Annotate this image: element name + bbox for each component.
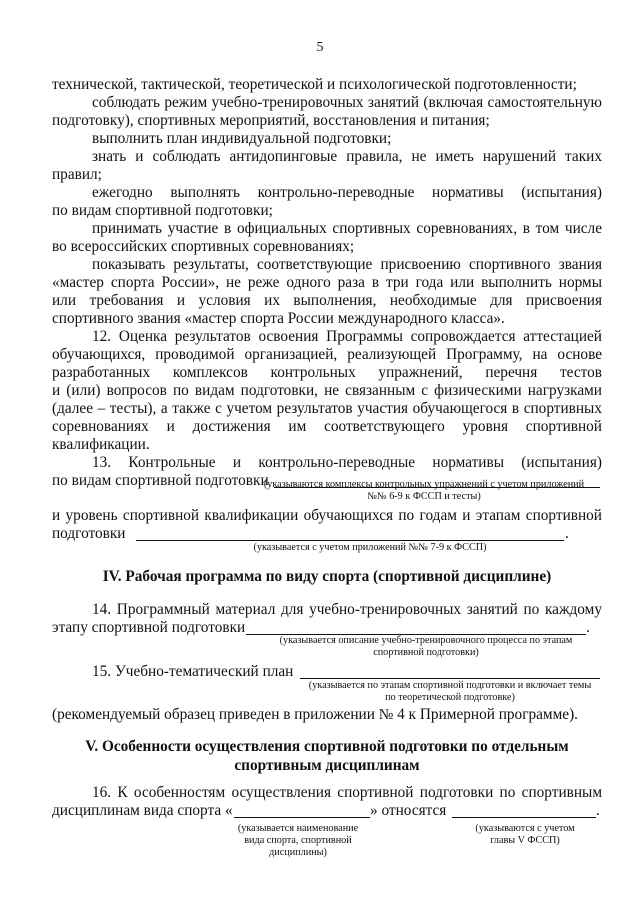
caption: главы V ФССП): [490, 835, 560, 846]
section-heading: спортивным дисциплинам: [234, 757, 420, 774]
text-line: этапу спортивной подготовки: [52, 619, 246, 636]
caption: (указываются комплексы контрольных упражнений с учетом приложений: [263, 479, 585, 490]
section-heading: V. Особенности осуществления спортивной подготовки по отдельным: [85, 738, 569, 755]
line-period: .: [596, 802, 600, 819]
fill-in-line: [234, 817, 370, 818]
caption: (указываются с учетом: [475, 823, 575, 834]
page-number: 5: [316, 40, 324, 55]
text-line: выполнить план индивидуальной подготовки;: [92, 130, 392, 147]
caption: спортивной подготовки): [373, 647, 479, 658]
caption: дисциплины): [269, 847, 327, 858]
text-line: дисциплинам вида спорта «: [52, 802, 233, 819]
text-line: соблюдать режим учебно-тренировочных занятий (включая самостоятельную: [92, 94, 602, 111]
text-line: и (или) вопросов по видам подготовки, не связанным с физическими нагрузками: [52, 382, 602, 399]
line-period: .: [565, 525, 569, 542]
text-line: знать и соблюдать антидопинговые правила, не иметь нарушений таких: [92, 148, 602, 165]
text-line: по видам спортивной подготовки: [52, 472, 269, 489]
text-line: ежегодно выполнять контрольно-переводные нормативы (испытания): [92, 184, 602, 201]
text-line: 15. Учебно-тематический план: [92, 663, 294, 680]
section-heading: IV. Рабочая программа по виду спорта (спортивной дисциплине): [102, 568, 552, 585]
text-line: подготовки: [52, 525, 126, 542]
text-line: показывать результаты, соответствующие присвоению спортивного звания: [92, 256, 602, 273]
text-line: правил;: [52, 166, 102, 183]
text-line: технической, тактической, теоретической и психологической подготовленности;: [52, 76, 577, 93]
text-line: 12. Оценка результатов освоения Программы сопровождается аттестацией: [92, 328, 602, 345]
text-line: (далее – тесты), а также с учетом результатов участия обучающегося в спортивных: [52, 400, 602, 417]
text-line: соревнованиях и достижения им соответствующего уровня спортивной: [52, 418, 602, 435]
caption: №№ 6-9 к ФССП и тесты): [367, 491, 481, 502]
caption: (указывается наименование: [237, 823, 359, 834]
caption: по теоретической подготовке): [385, 692, 515, 703]
text-line: «мастер спорта России», не реже одного раза в три года или выполнить нормы: [52, 274, 602, 291]
text-line: и уровень спортивной квалификации обучающихся по годам и этапам спортивной: [52, 507, 602, 524]
text-line: или требования и условия их выполнения, необходимые для присвоения: [52, 292, 602, 309]
text-line: во всероссийских спортивных соревнованиях;: [52, 238, 355, 255]
text-line: 16. К особенностям осуществления спортивной подготовки по спортивным: [92, 784, 602, 801]
text-line: принимать участие в официальных спортивных соревнованиях, в том числе: [92, 220, 602, 237]
text-line: по видам спортивной подготовки;: [52, 202, 273, 219]
fill-in-line: [136, 540, 564, 541]
caption: вида спорта, спортивной: [244, 835, 352, 846]
text-line: » относятся: [370, 802, 447, 819]
line-period: .: [586, 619, 590, 636]
text-line: подготовку), спортивных мероприятий, восстановления и питания;: [52, 112, 490, 129]
text-line: (рекомендуемый образец приведен в приложении № 4 к Примерной программе).: [52, 706, 578, 723]
fill-in-line: [300, 678, 600, 679]
text-line: спортивного звания «мастер спорта России международного класса».: [52, 310, 505, 327]
text-line: 13. Контрольные и контрольно-переводные нормативы (испытания): [92, 454, 602, 471]
text-line: разработанных комплексов контрольных упражнений, перечня тестов: [52, 364, 602, 381]
caption: (указывается с учетом приложений №№ 7-9 к ФССП): [253, 542, 487, 553]
text-line: обучающихся, проводимой организацией, реализующей Программу, на основе: [52, 346, 602, 363]
text-line: квалификации.: [52, 436, 150, 453]
text-line: 14. Программный материал для учебно-тренировочных занятий по каждому: [92, 601, 602, 618]
fill-in-line: [452, 817, 596, 818]
caption: (указывается описание учебно-тренировочного процесса по этапам: [279, 635, 573, 646]
caption: (указывается по этапам спортивной подготовки и включает темы: [308, 680, 592, 691]
